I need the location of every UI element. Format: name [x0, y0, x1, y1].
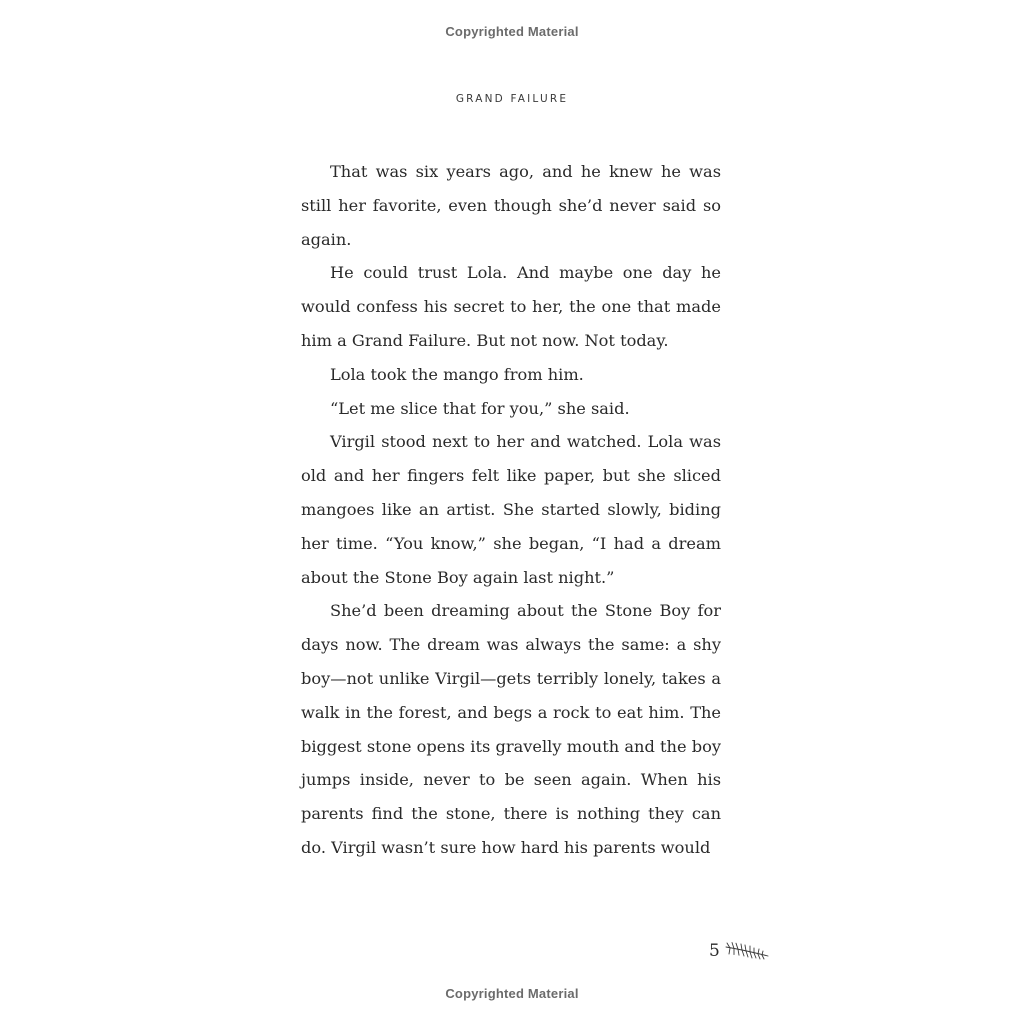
paragraph: That was six years ago, and he knew he was still her favorite, even though she’d never said so again. — [301, 162, 721, 249]
paragraph: He could trust Lola. And maybe one day he would confess his secret to her, the one that made him a Grand Failure. But not now. Not today. — [301, 263, 721, 350]
copyright-notice-bottom: Copyrighted Material — [445, 986, 579, 1001]
paragraph: She’d been dreaming about the Stone Boy for days now. The dream was always the same: a shy boy—not unlike Virgil—gets terribly lonely, takes a walk in the forest, and begs a rock to eat him. The biggest stone opens its gravelly mouth and the boy jumps inside, never to be seen again. When his parents find the stone, there is nothing they can do. Virgil wasn’t sure how hard his parents would — [301, 601, 721, 857]
paragraph: “Let me slice that for you,” she said. — [330, 398, 630, 418]
page-number: 5 — [709, 941, 720, 961]
copyright-notice-top: Copyrighted Material — [445, 24, 579, 39]
paragraph: Lola took the mango from him. — [330, 364, 584, 384]
pine-branch-icon — [724, 938, 770, 964]
body-text — [301, 155, 721, 865]
folio — [709, 938, 770, 964]
running-head: GRAND FAILURE — [455, 93, 569, 105]
paragraph: Virgil stood next to her and watched. Lola was old and her fingers felt like paper, but she sliced mangoes like an artist. She started slowly, biding her time. “You know,” she began, “I had a dream about the Stone Boy again last night.” — [301, 432, 721, 587]
